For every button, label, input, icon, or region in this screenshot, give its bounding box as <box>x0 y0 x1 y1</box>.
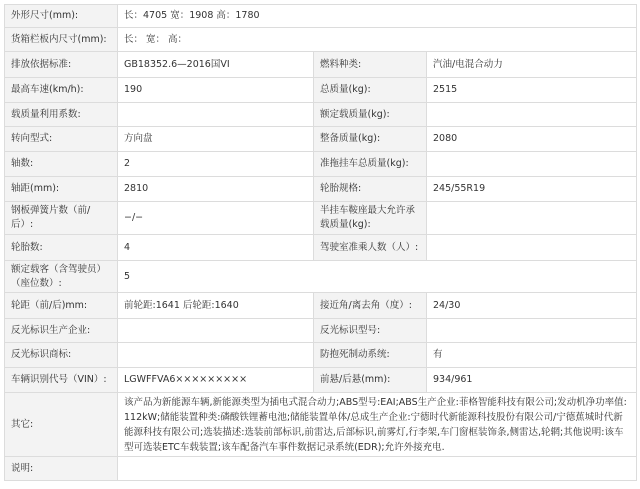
field-label: 燃料种类: <box>314 52 427 78</box>
field-label: 半挂车鞍座最大允许承载质量(kg): <box>314 202 427 235</box>
table-row <box>5 343 637 368</box>
field-label: 接近角/离去角（度）: <box>314 293 427 319</box>
field-value: 934/961 <box>427 368 637 393</box>
table-row <box>5 368 637 393</box>
field-label: 总质量(kg): <box>314 78 427 103</box>
field-value: 汽油/电混合动力 <box>427 52 637 78</box>
field-label: 反光标识生产企业: <box>5 319 118 343</box>
field-value <box>118 343 314 368</box>
field-value <box>427 235 637 261</box>
table-row <box>5 152 637 177</box>
field-value: 2515 <box>427 78 637 103</box>
field-label: 防抱死制动系统: <box>314 343 427 368</box>
field-value <box>427 319 637 343</box>
other-label: 其它: <box>5 393 118 457</box>
field-value: 长：4705 宽：1908 高：1780 <box>118 5 637 28</box>
table-row <box>5 261 637 293</box>
field-value: 有 <box>427 343 637 368</box>
field-value: −/− <box>118 202 314 235</box>
field-label: 轮胎数: <box>5 235 118 261</box>
table-row <box>5 177 637 202</box>
field-label: 载质量利用系数: <box>5 103 118 127</box>
table-row <box>5 28 637 52</box>
table-row <box>5 78 637 103</box>
field-label: 外形尺寸(mm): <box>5 5 118 28</box>
field-label: 轮距（前/后)mm: <box>5 293 118 319</box>
table-row <box>5 52 637 78</box>
table-row <box>5 235 637 261</box>
table-row <box>5 457 637 481</box>
table-row <box>5 293 637 319</box>
table-row <box>5 127 637 152</box>
field-label: 额定载客（含驾驶员）（座位数）: <box>5 261 118 293</box>
field-value: 方向盘 <box>118 127 314 152</box>
field-label: 轮胎规格: <box>314 177 427 202</box>
field-value: 2 <box>118 152 314 177</box>
table-row <box>5 202 637 235</box>
field-value <box>118 319 314 343</box>
field-value: 长： 宽： 高： <box>118 28 637 52</box>
field-label: 反光标识型号: <box>314 319 427 343</box>
spec-table <box>4 4 637 481</box>
field-label: 轴数: <box>5 152 118 177</box>
field-label: 准拖挂车总质量(kg): <box>314 152 427 177</box>
field-value: 2810 <box>118 177 314 202</box>
field-value <box>118 103 314 127</box>
field-value: GB18352.6—2016国VI <box>118 52 314 78</box>
field-label: 轴距(mm): <box>5 177 118 202</box>
field-value <box>427 202 637 235</box>
field-label: 额定载质量(kg): <box>314 103 427 127</box>
field-label: 前悬/后悬(mm): <box>314 368 427 393</box>
note-value <box>118 457 637 481</box>
field-value: 24/30 <box>427 293 637 319</box>
table-row <box>5 5 637 28</box>
field-label: 驾驶室准乘人数（人）: <box>314 235 427 261</box>
table-row <box>5 103 637 127</box>
field-value <box>427 103 637 127</box>
field-value: LGWFFVA6××××××××× <box>118 368 314 393</box>
field-value <box>427 152 637 177</box>
note-label: 说明: <box>5 457 118 481</box>
field-label: 反光标识商标: <box>5 343 118 368</box>
field-label: 转向型式: <box>5 127 118 152</box>
field-label: 货箱栏板内尺寸(mm): <box>5 28 118 52</box>
table-row <box>5 393 637 457</box>
field-value: 190 <box>118 78 314 103</box>
field-label: 最高车速(km/h): <box>5 78 118 103</box>
field-value: 4 <box>118 235 314 261</box>
field-value: 5 <box>118 261 637 293</box>
field-value: 245/55R19 <box>427 177 637 202</box>
field-value: 前轮距:1641 后轮距:1640 <box>118 293 314 319</box>
field-value: 2080 <box>427 127 637 152</box>
table-row <box>5 319 637 343</box>
field-label: 排放依据标准: <box>5 52 118 78</box>
field-label: 车辆识别代号（VIN）: <box>5 368 118 393</box>
field-label: 钢板弹簧片数（前/后）: <box>5 202 118 235</box>
other-value: 该产品为新能源车辆,新能源类型为插电式混合动力;ABS型号:EAI;ABS生产企业:菲格智能科技有限公司;发动机净功率值:112kW;储能装置种类:磷酸铁锂蓄电池;储能装置单体/总成生产企业:宁德时代新能源科技股份有限公司/宁德蕉城时代新能源科技有限公司;选装描述:选装前部标识,前雷达,后部标识,前雾灯,行李架,车门窗框装饰条,侧雷达,轮辋;其他说明:该车型可选装ETC车载装置;该车配备汽车事件数据记录系统(EDR);允许外接充电. <box>118 393 637 457</box>
field-label: 整备质量(kg): <box>314 127 427 152</box>
